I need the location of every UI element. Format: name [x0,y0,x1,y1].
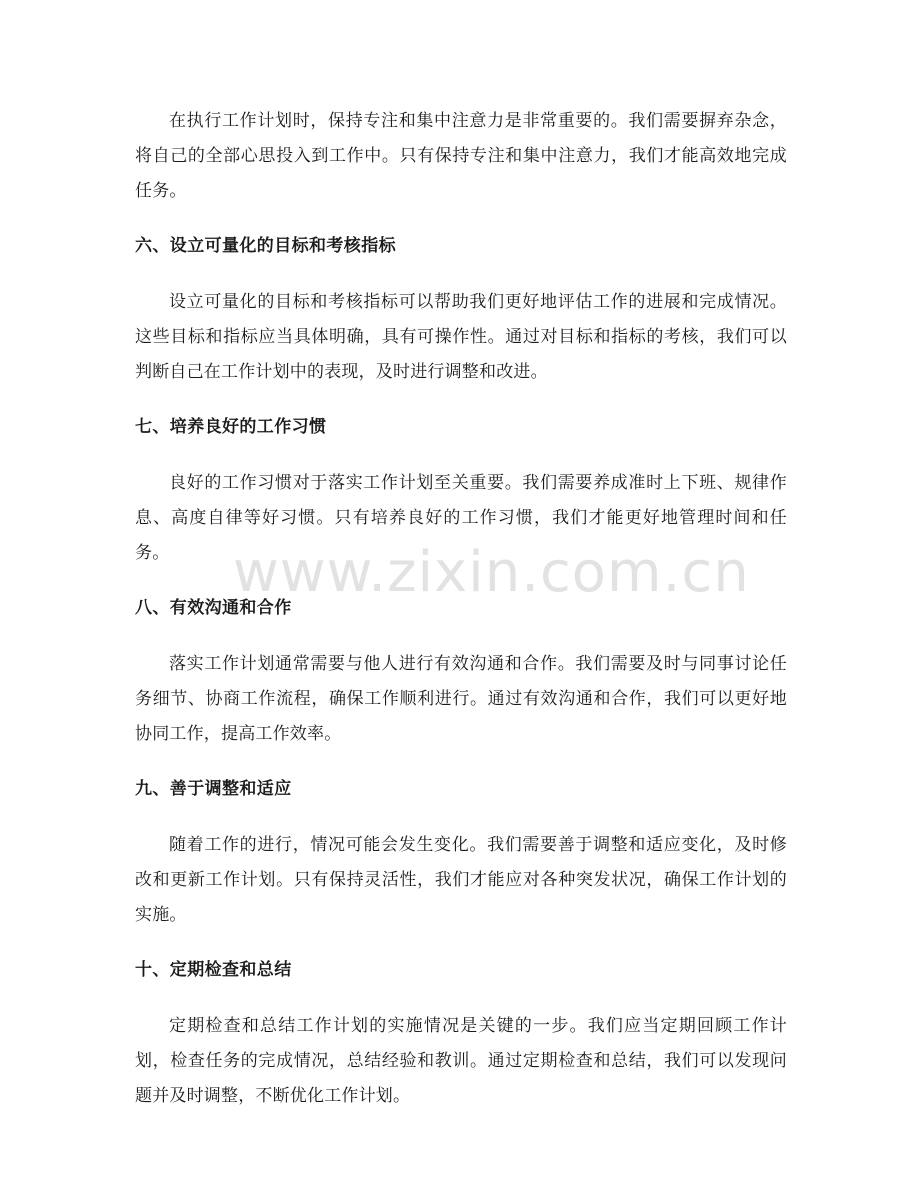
spacer [135,988,787,1009]
spacer [135,752,787,772]
section-heading-8: 八、有效沟通和合作 [135,598,292,618]
spacer [135,933,787,953]
section-paragraph-7: 良好的工作习惯对于落实工作计划至关重要。我们需要养成准时上下班、规律作息、高度自律等好习惯。只有培养良好的工作习惯，我们才能更好地管理时间和任务。 [135,473,787,563]
spacer [135,445,787,466]
section-heading-9: 九、善于调整和适应 [135,779,292,799]
spacer [135,571,787,591]
watermark-text: www.zixin.com.cn [233,540,750,605]
spacer [135,390,787,410]
section-paragraph-6: 设立可量化的目标和考核指标可以帮助我们更好地评估工作的进展和完成情况。这些目标和指标应当具体明确，具有可操作性。通过对目标和指标的考核，我们可以判断自己在工作计划中的表现，及时进行调整和改进。 [135,292,787,382]
spacer [135,209,787,229]
section-heading-7: 七、培养良好的工作习惯 [135,417,327,437]
section-paragraph-8: 落实工作计划通常需要与他人进行有效沟通和合作。我们需要及时与同事讨论任务细节、协商工作流程，确保工作顺利进行。通过有效沟通和合作，我们可以更好地协同工作，提高工作效率。 [135,654,787,744]
document-body [135,104,787,1114]
section-heading-6: 六、设立可量化的目标和考核指标 [135,236,396,256]
section-paragraph-9: 随着工作的进行，情况可能会发生变化。我们需要善于调整和适应变化，及时修改和更新工作计划。只有保持灵活性，我们才能应对各种突发状况，确保工作计划的实施。 [135,835,787,925]
spacer [135,807,787,828]
intro-paragraph: 在执行工作计划时，保持专注和集中注意力是非常重要的。我们需要摒弃杂念，将自己的全部心思投入到工作中。只有保持专注和集中注意力，我们才能高效地完成任务。 [135,111,787,201]
spacer [135,626,787,647]
section-paragraph-10: 定期检查和总结工作计划的实施情况是关键的一步。我们应当定期回顾工作计划，检查任务的完成情况，总结经验和教训。通过定期检查和总结，我们可以发现问题并及时调整，不断优化工作计划。 [135,1016,787,1106]
spacer [135,264,787,285]
section-heading-10: 十、定期检查和总结 [135,960,292,980]
